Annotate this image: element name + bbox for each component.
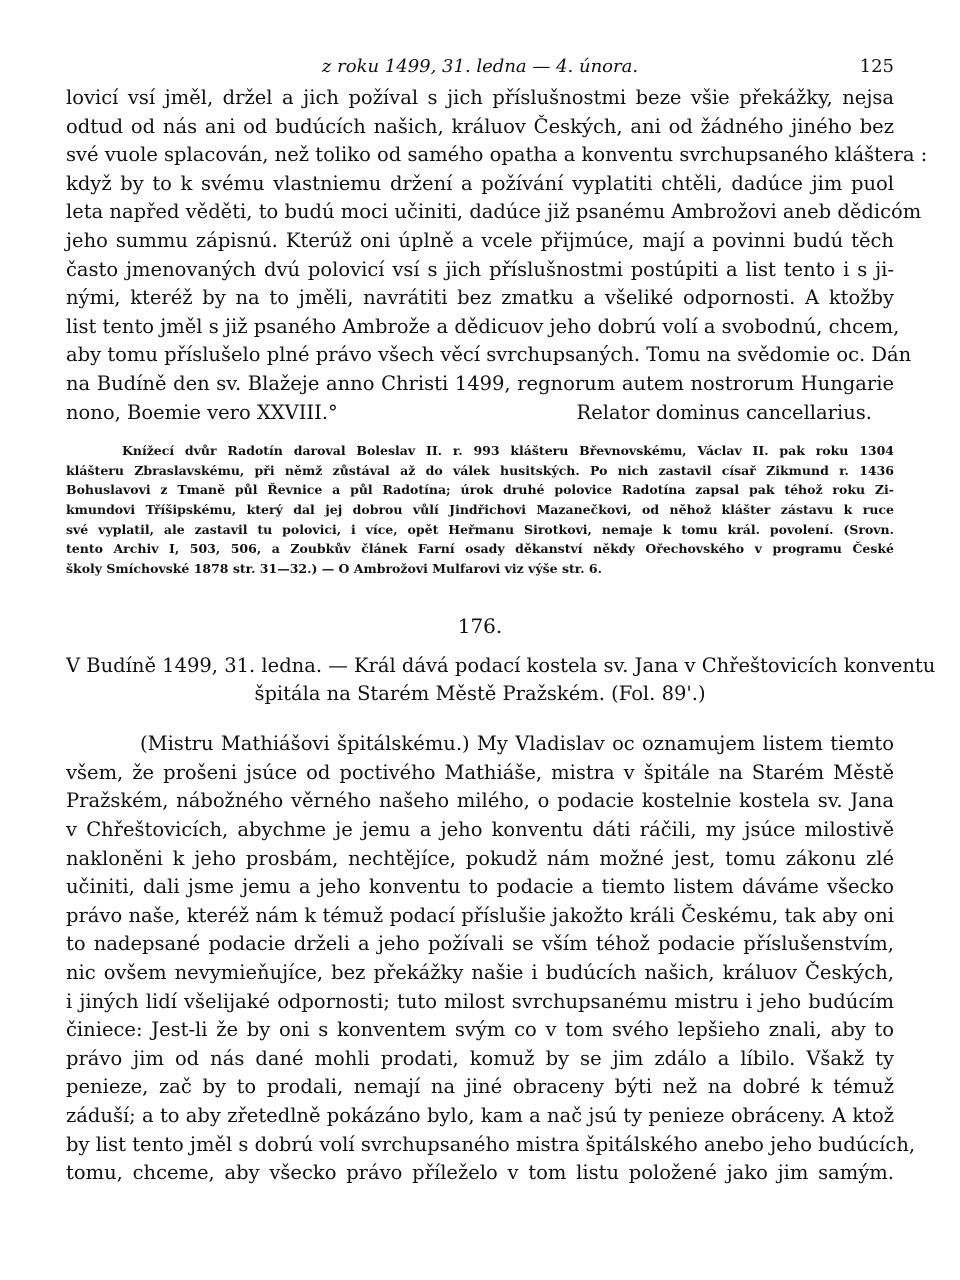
text-line: často jmenovaných dvú polovicí vsí s jich příslušnostmi postúpiti a list tento i s ji- [66,257,894,281]
document-number: 176. [457,614,503,639]
text-line: nic ovšem nevymieňujíce, bez překážky našie i budúcích našich, králuov Českých, [66,961,894,985]
note-line: Bohuslavovi z Tmaně půl Řevnice a půl Radotína; úrok druhé polovice Radotína zapsal pak téhož roku Zi- [66,482,894,498]
text-line: když by to k svému vlastniemu držení a požívání vyplatiti chtěli, dadúce jim puol [66,171,894,195]
text-line: na Budíně den sv. Blažeje anno Christi 1499, regnorum autem nostrorum Hungarie [66,371,894,395]
running-title: z roku 1499, 31. ledna — 4. února. [321,56,639,77]
text-line: záduší; a to aby zřetedlně pokázáno bylo, kam a nač jsú ty penieze obráceny. A ktož [66,1104,894,1127]
relator-note: Relator dominus cancellarius. [576,400,872,424]
continuation-text [66,84,928,399]
text-line: jeho summu zápisnú. Kterúž oni úplně a vcele přijmúce, mají a povinni budú těch [66,228,894,252]
text-line: nými, kteréž by na to jměli, navrátiti bez zmatku a všeliké odpornosti. A ktožby [66,286,894,310]
document-heading [66,652,936,708]
text-line: učiniti, dali jsme jemu a jeho konventu to podacie a tiemto listem dáváme všecko [66,875,894,899]
note-line: kmundovi Tříšipskému, který dal jej dobrou vůlí Jindřichovi Mazanečkovi, od něhož klášter zástavu k ruce [66,501,894,517]
text-line: leta napřed věděti, to budú moci učiniti, dadúce již psanému Ambrožovi aneb dědicóm [66,200,922,224]
text-line: činiece: Jest-li že by oni s konventem svým co v tom svého lepšieho znali, aby to [66,1018,894,1042]
text-line: právo jim od nás dané mohli prodati, komuž by se jim zdálo a líbilo. Všakž ty [66,1046,894,1070]
editorial-note [66,441,894,578]
text-line: to nadepsané podacie drželi a jeho požívali se vším téhož podacie příslušenstvím, [66,932,894,956]
text-line: i jiných lidí všelijaké odpornosti; tuto milost svrchupsanému mistru i jeho budúcím [66,989,894,1013]
text-line: by list tento jměl s dobrú volí svrchupsaného mistra špitálského anebo jeho budúcích, [66,1132,916,1156]
text-line: list tento jměl s již psaného Ambrože a dědicuov jeho dobrú volí a svobodnú, chcem, [66,314,900,338]
closing-line [66,399,894,428]
note-line: Knížecí dvůr Radotín daroval Boleslav II. r. 993 klášteru Břevnovskému, Václav II. pak roku 1304 [122,443,894,459]
text-line: (Mistru Mathiášovi špitálskému.) My Vladislav oc oznamujem listem tiemto [140,732,894,756]
text-line: v Chřeštovicích, abychme je jemu a jeho konventu dáti ráčili, my jsúce milostivě [66,818,894,842]
text-line: aby tomu příslušelo plné právo všech věcí svrchupsaných. Tomu na svědomie oc. Dán [66,343,912,367]
text-line: své vuole splacován, než toliko od samého opatha a konventu svrchupsaného kláštera : [66,143,928,167]
note-line: své vyplatil, ale zastavil tu polovici, i více, opět Heřmanu Sirotkovi, nemaje k tomu král. povolení. (Srovn. [66,521,894,537]
note-line: klášteru Zbraslavskému, při němž zůstával až do válek husitských. Po nich zastavil císař Zikmund r. 1436 [66,462,894,478]
page-number: 125 [859,56,894,77]
text-line: odtud od nás ani od budúcích našich, králuov Českých, ani od žádného jiného bez [66,114,894,138]
text-line: tomu, chceme, aby všecko právo příleželo v tom listu položené jako jim samým. [66,1161,894,1185]
text-line: Pražském, nábožného věrného našeho milého, o podacie kostelnie kostela sv. Jana [66,789,894,813]
heading-line: V Budíně 1499, 31. ledna. — Král dává podací kostela sv. Jana v Chřeštovicích konventu [66,654,936,678]
text-line: nakloněni k jeho prosbám, nechtějíce, pokudž nám možné jest, tomu zákonu zlé [66,846,894,870]
regnal-date: nono, Boemie vero XXVIII.° [66,400,338,424]
book-page [66,50,936,1188]
text-line: penieze, zač by to prodali, nemají na jiné obraceny býti než na dobré k témuž [66,1075,894,1099]
text-line: všem, že prošeni jsúce od poctivého Mathiáše, mistra v špitále na Starém Městě [66,760,894,784]
running-head [66,50,894,84]
heading-line: špitála na Starém Městě Pražském. (Fol. 89'.) [254,682,706,706]
text-line: právo naše, kteréž nám k témuž podací příslušie jakožto králi Českému, tak aby oni [66,903,894,927]
text-line: lovicí vsí jměl, držel a jich požíval s jich příslušnostmi beze všie překážky, nejsa [66,86,894,109]
note-line: školy Smíchovské 1878 str. 31—32.) — O Ambrožovi Mulfarovi viz výše str. 6. [66,560,602,576]
note-line: tento Archiv I, 503, 506, a Zoubkův článek Farní osady děkanství někdy Ořechovského v programu České [66,541,894,557]
document-body [66,730,916,1188]
